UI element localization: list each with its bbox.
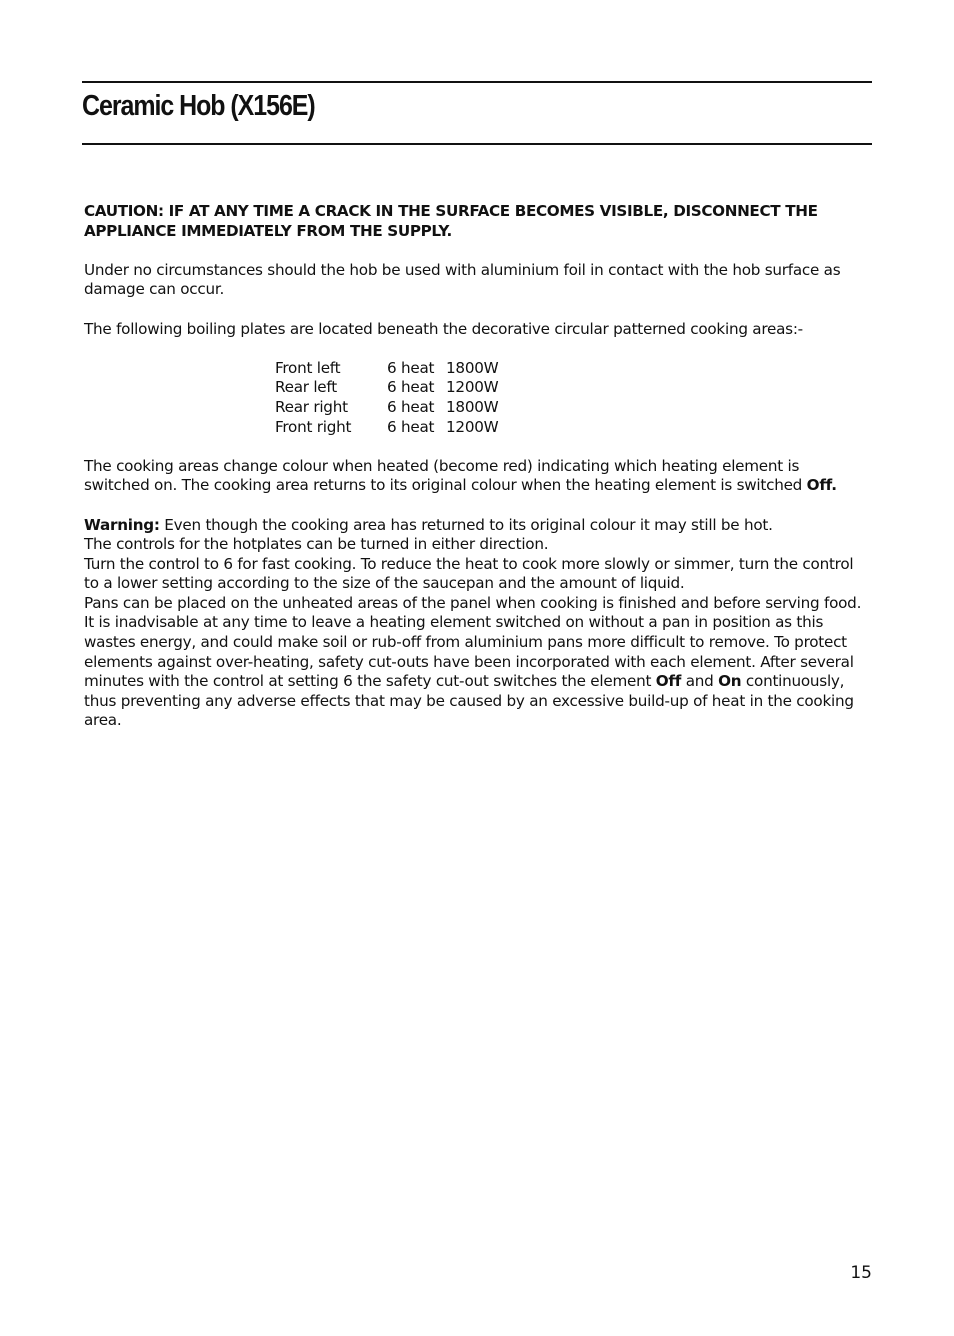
controls-line: The controls for the hotplates can be turned in either direction. [84,535,549,554]
table-row [275,398,498,418]
plate-position: Front right [275,417,352,436]
plate-heat: 6 heat [387,378,435,397]
plate-power: 1200W [446,378,499,397]
plate-heat: 6 heat [387,397,435,416]
pans-end-text: continuously, thus preventing any adverse effects that may be caused by an excessive build-up of heat in the cooking area. [84,672,854,730]
colour-text: The cooking areas change colour when heated (become red) indicating which heating element is switched on. The cooking area returns to its original colour when the heating element is switched [84,456,807,495]
table-row [275,359,498,379]
plates-intro-paragraph: The following boiling plates are located beneath the decorative circular patterned cooking areas:- [84,319,803,338]
header-rule-bottom [82,143,872,145]
plate-power: 1200W [446,417,499,436]
page-title: Ceramic Hob (X156E) [82,90,315,122]
plate-position: Front left [275,358,341,377]
on-label: On [718,672,742,691]
pans-paragraph [84,594,866,731]
warning-label: Warning: [84,515,160,534]
foil-paragraph: Under no circumstances should the hob be used with aluminium foil in contact with the hob surface as damage can occur. [84,260,841,299]
plate-power: 1800W [446,397,499,416]
plate-power: 1800W [446,358,499,377]
off-label: Off. [806,476,837,495]
boiling-plates-table [275,359,498,437]
plate-position: Rear right [275,397,348,416]
plate-heat: 6 heat [387,358,435,377]
header-rule-top [82,81,872,83]
page-number: 15 [850,1263,872,1283]
warning-line [84,516,866,536]
caution-paragraph: CAUTION: IF AT ANY TIME A CRACK IN THE SURFACE BECOMES VISIBLE, DISCONNECT THE APPLIANCE IMMEDIATELY FROM THE SUPPLY. [84,202,818,240]
colour-paragraph [84,457,866,496]
warning-text: Even though the cooking area has returned to its original colour it may still be hot. [159,515,773,534]
warning-block [84,516,866,732]
off-label: Off [655,672,682,691]
table-row [275,418,498,438]
pans-text: Pans can be placed on the unheated areas of the panel when cooking is finished and before serving food. It is inadvisable at any time to leave a heating element switched on without a pan in position as this wastes energy, and could make soil or rub-off from aluminium pans more difficult to remove. To protect elements against over-heating, safety cut-outs have been incorporated with each element. After several minutes with the control at setting 6 the safety cut-out switches the element [84,593,862,691]
plate-position: Rear left [275,378,337,397]
plate-heat: 6 heat [387,417,435,436]
turn-control-line: Turn the control to 6 for fast cooking. To reduce the heat to cook more slowly or simmer, turn the control to a lower setting according to the size of the saucepan and the amount of liquid. [84,554,854,593]
and-text: and [681,672,719,691]
page-content [84,202,866,731]
table-row [275,378,498,398]
